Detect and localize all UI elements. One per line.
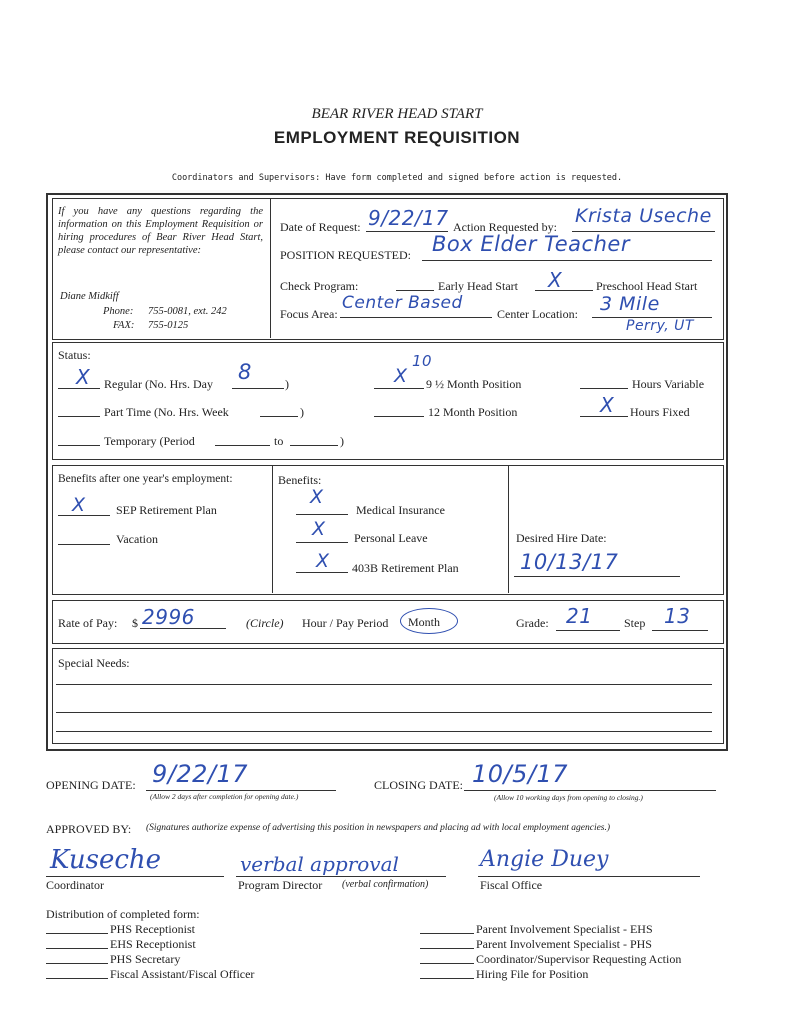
grade-value[interactable]: 21 [566,604,593,628]
early-head-start-label: Early Head Start [438,279,518,293]
month-position-number[interactable]: 10 [412,352,433,370]
temporary-label: Temporary (Period [104,434,195,448]
director-label: Program Director [238,878,323,892]
center-location-label: Center Location: [497,307,578,321]
month-position-label: 9 ½ Month Position [426,377,522,391]
dist-right-item: Coordinator/Supervisor Requesting Action [476,952,682,966]
twelve-month-label: 12 Month Position [428,405,518,419]
benefits-label: Benefits: [278,473,322,487]
hours-variable-label: Hours Variable [632,377,705,391]
medical-check-mark[interactable]: X [310,486,324,508]
closing-date-note: (Allow 10 working days from opening to closing.) [494,793,643,802]
preschool-check-mark[interactable]: X [548,268,563,292]
form-title: EMPLOYMENT REQUISITION [273,128,521,147]
contact-text: If you have any questions regarding the information on this Employment Requisition or hiring procedures of Bear River Head Start, please contact our representative: [58,206,263,256]
contact-name: Diane Midkiff [60,291,119,302]
dist-left-item: PHS Receptionist [110,922,196,936]
rate-value[interactable]: 2996 [142,605,195,629]
dist-right-item: Hiring File for Position [476,967,589,981]
hire-date-value[interactable]: 10/13/17 [520,550,619,574]
contact-phone: 755-0081, ext. 242 [148,306,227,317]
month-position-mark[interactable]: X [394,365,408,387]
director-signature[interactable]: verbal approval [240,852,399,876]
org-name: BEAR RIVER HEAD START [311,106,483,122]
preschool-head-start-label: Preschool Head Start [596,279,698,293]
circle-label: (Circle) [246,616,284,630]
coordinator-signature[interactable]: Kuseche [50,845,162,875]
temporary-to-label: to [274,434,284,448]
position-label: POSITION REQUESTED: [280,248,411,262]
hours-fixed-mark[interactable]: X [600,393,615,417]
regular-hours-value[interactable]: 8 [238,360,252,384]
closing-date-value[interactable]: 10/5/17 [472,760,569,788]
section-special-needs [52,648,724,744]
status-label: Status: [58,348,91,362]
fiscal-label: Fiscal Office [480,878,543,892]
rate-label: Rate of Pay: [58,616,118,630]
date-of-request-label: Date of Request: [280,220,361,234]
coordinator-label: Coordinator [46,878,104,892]
opening-date-note: (Allow 2 days after completion for opening date.) [150,792,299,801]
distribution-label: Distribution of completed form: [46,907,200,921]
403b-label: 403B Retirement Plan [352,561,459,575]
action-requested-label: Action Requested by: [453,220,557,234]
rate-prefix: $ [132,616,138,630]
form-instruction: Coordinators and Supervisors: Have form completed and signed before action is requested. [171,173,623,183]
hour-pay-period-label: Hour / Pay Period [302,616,389,630]
dist-left-item: EHS Receptionist [110,937,196,951]
center-location-value[interactable]: 3 Mile [600,293,660,315]
medical-label: Medical Insurance [356,503,445,517]
approved-by-note: (Signatures authorize expense of advertising this position in newspapers and placing ad with local employment agencies.) [146,823,611,833]
grade-label: Grade: [516,616,549,630]
closing-date-label: CLOSING DATE: [374,778,463,792]
director-note: (verbal confirmation) [342,879,429,890]
personal-check-mark[interactable]: X [312,518,326,540]
opening-date-label: OPENING DATE: [46,778,136,792]
approved-by-label: APPROVED BY: [46,822,132,836]
dist-left-item: PHS Secretary [110,952,181,966]
hours-fixed-label: Hours Fixed [630,405,690,419]
position-value[interactable]: Box Elder Teacher [432,232,630,256]
403b-check-mark[interactable]: X [316,550,330,572]
contact-phone-label: Phone: [103,306,134,317]
dist-right-item: Parent Involvement Specialist - PHS [476,937,652,951]
fiscal-signature[interactable]: Angie Duey [480,847,609,872]
step-value[interactable]: 13 [664,604,691,628]
vacation-label: Vacation [116,532,158,546]
check-program-label: Check Program: [280,279,359,293]
center-location-city[interactable]: Perry, UT [626,318,694,334]
focus-area-label: Focus Area: [280,307,338,321]
benefits-after-label: Benefits after one year's employment: [58,473,233,485]
focus-area-value[interactable]: Center Based [342,293,463,313]
contact-fax-label: FAX: [113,320,135,331]
dist-left-item: Fiscal Assistant/Fiscal Officer [110,967,255,981]
regular-check-mark[interactable]: X [76,365,91,389]
month-circled-label[interactable]: Month [408,615,441,629]
opening-date-value[interactable]: 9/22/17 [152,760,249,788]
part-time-label: Part Time (No. Hrs. Week [104,405,229,419]
contact-fax: 755-0125 [148,320,189,331]
special-needs-label: Special Needs: [58,656,130,670]
dist-right-item: Parent Involvement Specialist - EHS [476,922,653,936]
sep-label: SEP Retirement Plan [116,503,217,517]
date-of-request-value[interactable]: 9/22/17 [368,206,449,230]
hire-date-label: Desired Hire Date: [516,531,607,545]
regular-label: Regular (No. Hrs. Day [104,377,213,391]
personal-label: Personal Leave [354,531,428,545]
sep-check-mark[interactable]: X [72,494,86,516]
action-requested-value[interactable]: Krista Useche [575,205,712,227]
step-label: Step [624,616,646,630]
